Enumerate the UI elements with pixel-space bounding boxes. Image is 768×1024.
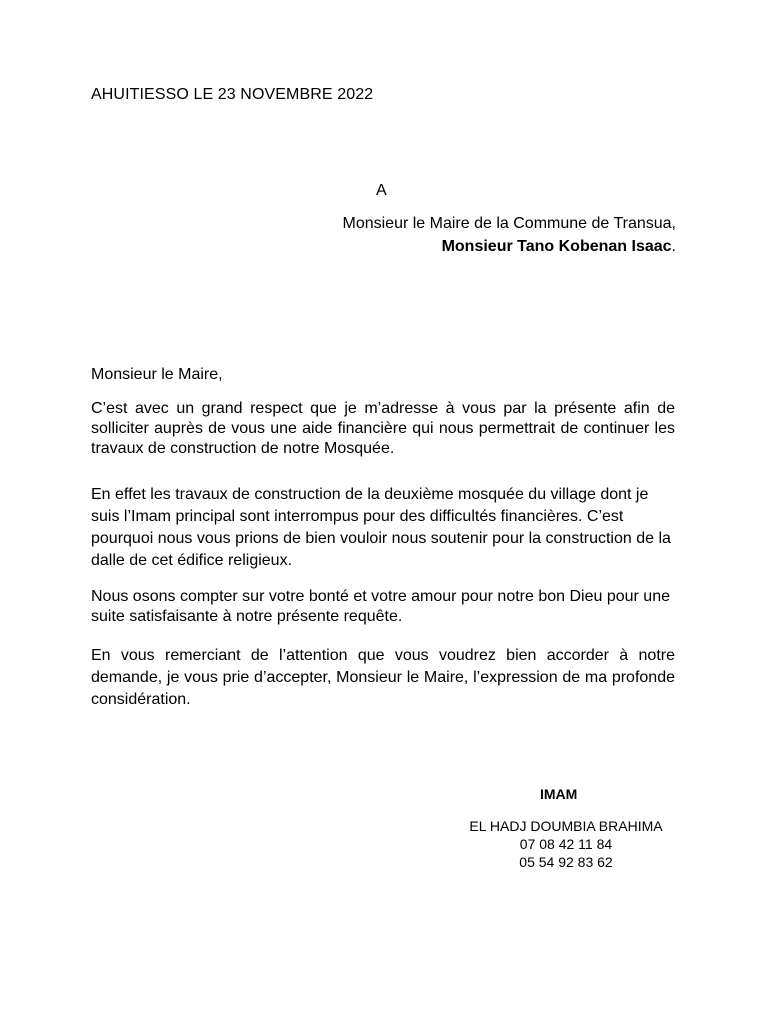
body-paragraph-2: En effet les travaux de construction de la deuxième mosquée du village dont je suis l’Imam principal sont interrompus pour des difficultés financières. C’est pourquoi nous vous prions de bien vouloir nous soutenir pour la construction de la dalle de cet édifice religieux. — [91, 486, 671, 569]
salutation: Monsieur le Maire, — [91, 366, 223, 383]
body-paragraph-1: C’est avec un grand respect que je m’adresse à vous par la présente afin de solliciter auprès de vous une aide financière qui nous permettrait de continuer les travaux de construction de notre Mosquée. — [91, 400, 675, 457]
recipient-name-line — [442, 238, 676, 256]
body-paragraph-4: En vous remerciant de l’attention que vous voudrez bien accorder à notre demande, je vous prie d’accepter, Monsieur le Maire, l’expression de ma profonde considération. — [91, 647, 675, 708]
body-paragraph-3: Nous osons compter sur votre bonté et votre amour pour notre bon Dieu pour une suite satisfaisante à notre présente requête. — [91, 588, 670, 625]
signature-block — [456, 817, 676, 871]
signature-name: EL HADJ DOUMBIA BRAHIMA — [469, 818, 663, 834]
recipient-title: Monsieur le Maire de la Commune de Transua, — [342, 215, 676, 232]
date-line: AHUITIESSO LE 23 NOVEMBRE 2022 — [91, 86, 374, 103]
signature-phone-2: 05 54 92 83 62 — [519, 854, 613, 870]
recipient-punct: . — [671, 238, 676, 255]
recipient-name: Monsieur Tano Kobenan Isaac — [441, 238, 672, 255]
signature-phone-1: 07 08 42 11 84 — [519, 836, 613, 852]
addressee-marker: A — [376, 182, 387, 199]
signature-title: IMAM — [540, 786, 578, 802]
